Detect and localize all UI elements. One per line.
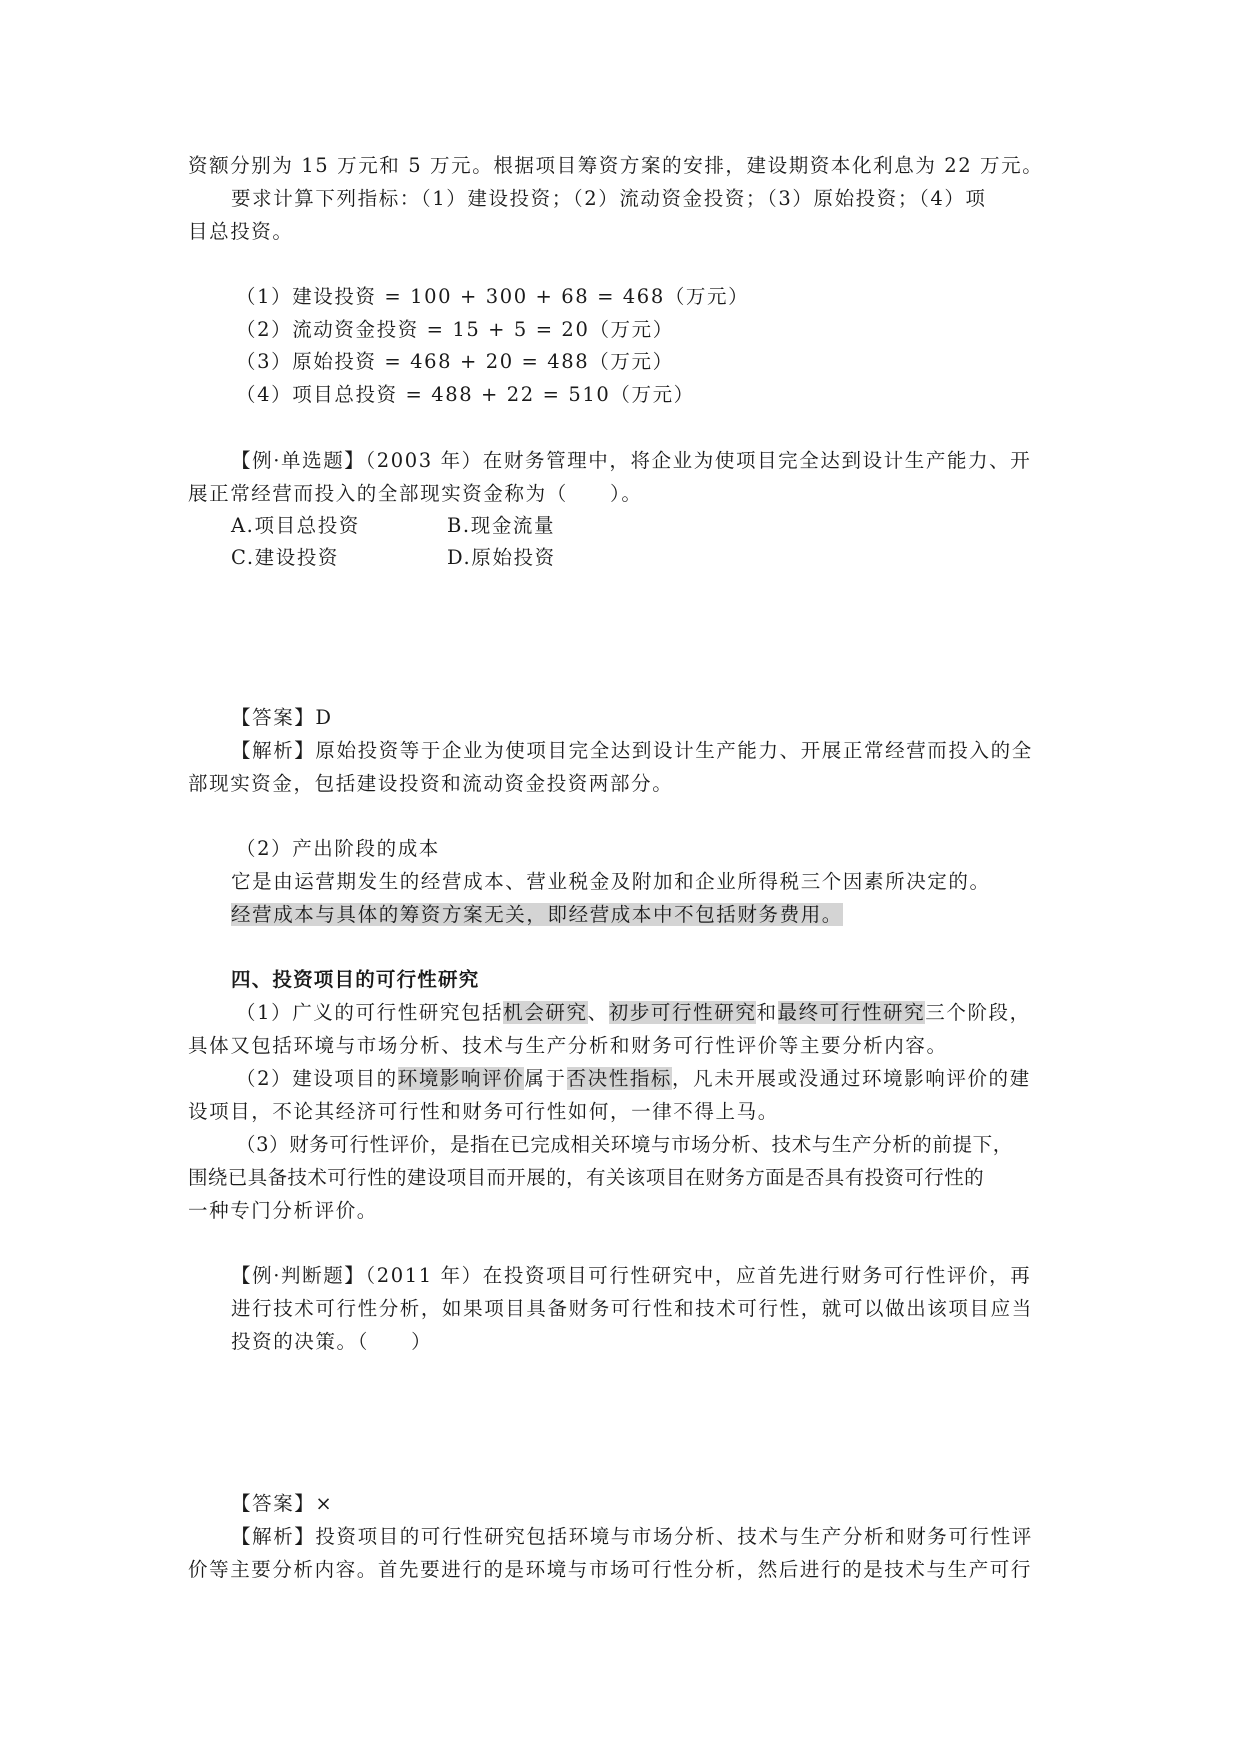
option-c: C.建设投资 (231, 546, 340, 569)
p2-text-a: （2）建设项目的 (236, 1067, 398, 1090)
p1-text-b: 、 (587, 1001, 609, 1024)
example2-analysis-line-1: 【解析】投资项目的可行性研究包括环境与市场分析、技术与生产分析和财务可行性评 (231, 1525, 1033, 1548)
example1-question-line-1: 【例·单选题】（2003 年）在财务管理中，将企业为使项目完全达到设计生产能力、开 (231, 449, 1032, 472)
example1-analysis-line-2: 部现实资金，包括建设投资和流动资金投资两部分。 (188, 772, 674, 795)
solution-line-3: （3）原始投资 = 468 + 20 = 488（万元） (236, 350, 674, 373)
p1-highlight-preliminary-study: 初步可行性研究 (608, 1001, 757, 1024)
request-line-1: 要求计算下列指标：（1）建设投资；（2）流动资金投资；（3）原始投资；（4）项 (231, 187, 987, 210)
solution-line-2: （2）流动资金投资 = 15 + 5 = 20（万元） (236, 318, 674, 341)
section-4-p3-line-1: （3）财务可行性评价，是指在已完成相关环境与市场分析、技术与生产分析的前提下， (236, 1133, 1013, 1156)
output-stage-line-1: 它是由运营期发生的经营成本、营业税金及附加和企业所得税三个因素所决定的。 (231, 870, 991, 893)
solution-line-4: （4）项目总投资 = 488 + 22 = 510（万元） (236, 383, 695, 406)
example2-question-line-2: 进行技术可行性分析，如果项目具备财务可行性和技术可行性，就可以做出该项目应当 (231, 1297, 1033, 1320)
option-b: B.现金流量 (447, 514, 556, 537)
p2-highlight-environmental-assessment: 环境影响评价 (397, 1067, 525, 1090)
example2-answer: 【答案】× (231, 1492, 334, 1515)
output-stage-line-2-wrap (231, 902, 843, 928)
example1-analysis-line-1: 【解析】原始投资等于企业为使项目完全达到设计生产能力、开展正常经营而投入的全 (231, 739, 1033, 762)
p1-highlight-opportunity-study: 机会研究 (503, 1001, 588, 1024)
solution-line-1: （1）建设投资 = 100 + 300 + 68 = 468（万元） (236, 285, 750, 308)
p1-highlight-final-study: 最终可行性研究 (777, 1001, 926, 1024)
p2-highlight-veto-indicator: 否决性指标 (566, 1067, 673, 1090)
section-4-p2-line-2: 设项目，不论其经济可行性和财务可行性如何，一律不得上马。 (188, 1100, 779, 1123)
section-4-title: 四、投资项目的可行性研究 (231, 968, 480, 991)
p1-text-c: 和 (756, 1001, 778, 1024)
p1-text-a: （1）广义的可行性研究包括 (236, 1001, 504, 1024)
section-4-p2-line-1 (236, 1066, 1031, 1092)
section-4-p3-line-3: 一种专门分析评价。 (188, 1199, 378, 1222)
p2-text-b: 属于 (524, 1067, 567, 1090)
request-line-2: 目总投资。 (188, 220, 294, 243)
p2-text-c: ，凡未开展或没通过环境影响评价的建 (672, 1067, 1031, 1090)
output-stage-line-2: 经营成本与具体的筹资方案无关，即经营成本中不包括财务费用。 (231, 903, 843, 926)
option-d: D.原始投资 (447, 546, 556, 569)
section-4-p1-line-1 (236, 1000, 1031, 1026)
context-line: 资额分别为 15 万元和 5 万元。根据项目筹资方案的安排，建设期资本化利息为 22 万元。 (188, 154, 1044, 177)
example2-question-line-1: 【例·判断题】（2011 年）在投资项目可行性研究中，应首先进行财务可行性评价，再 (231, 1264, 1032, 1287)
example2-question-line-3: 投资的决策。（ ） (231, 1330, 433, 1353)
option-a: A.项目总投资 (231, 514, 360, 537)
example1-question-line-2: 展正常经营而投入的全部现实资金称为（ ）。 (188, 482, 643, 505)
output-stage-heading: （2）产出阶段的成本 (236, 837, 440, 860)
p1-text-d: 三个阶段， (925, 1001, 1031, 1024)
section-4-p3-line-2: 围绕已具备技术可行性的建设项目而开展的，有关该项目在财务方面是否具有投资可行性的 (188, 1166, 985, 1189)
section-4-p1-line-2: 具体又包括环境与市场分析、技术与生产分析和财务可行性评价等主要分析内容。 (188, 1034, 948, 1057)
example1-answer: 【答案】D (231, 706, 333, 729)
example2-analysis-line-2: 价等主要分析内容。首先要进行的是环境与市场可行性分析，然后进行的是技术与生产可行 (188, 1558, 1033, 1581)
